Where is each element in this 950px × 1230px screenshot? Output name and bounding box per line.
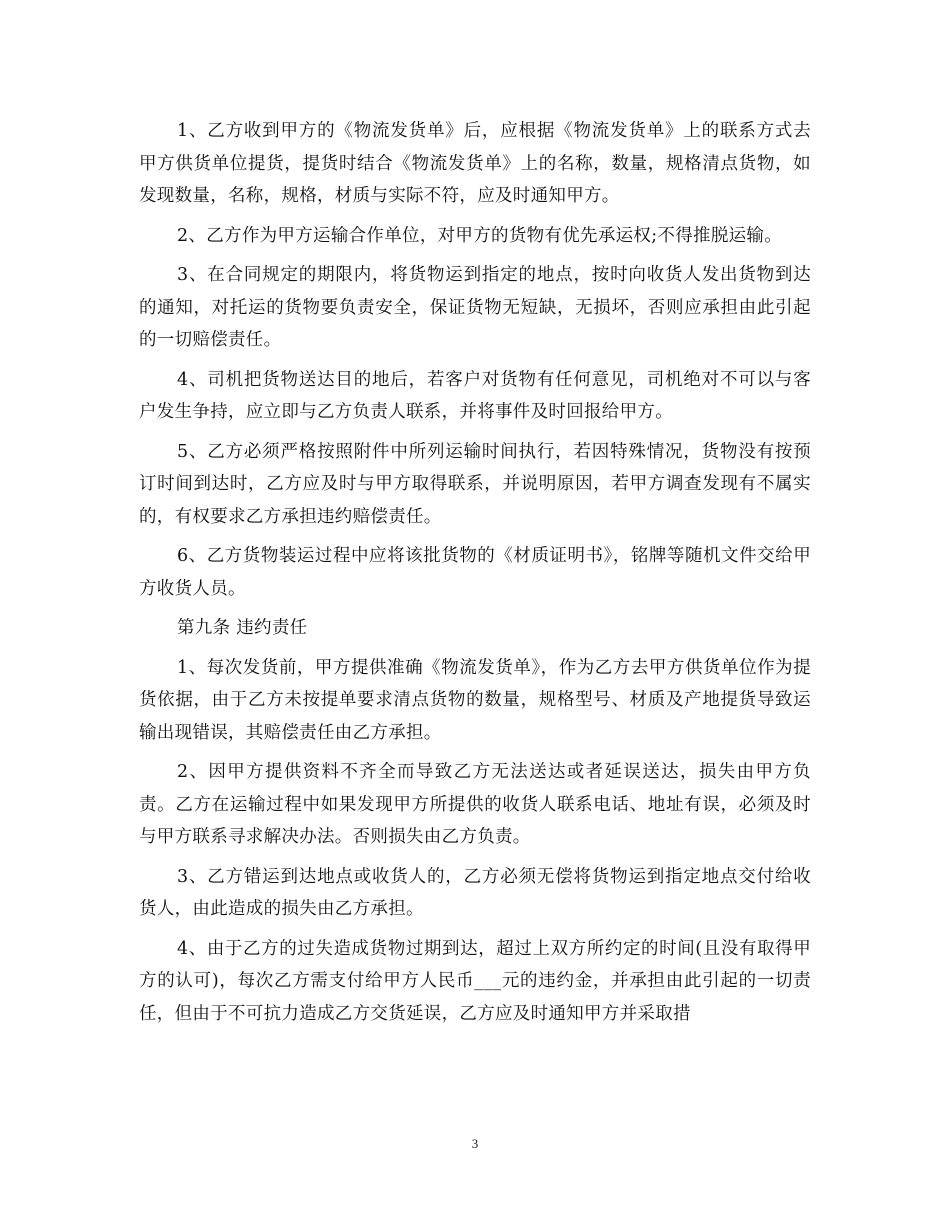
paragraph-liability-1: 1、每次发货前，甲方提供准确《物流发货单》，作为乙方去甲方供货单位作为提货依据，由于乙方未按提单要求清点货物的数量，规格型号、材质及产地提货导致运输出现错误，其赔偿责任由乙方承担。 — [139, 657, 811, 743]
paragraph-liability-2: 2、因甲方提供资料不齐全而导致乙方无法送达或者延误送达，损失由甲方负责。乙方在运输过程中如果发现甲方所提供的收货人联系电话、地址有误，必须及时与甲方联系寻求解决办法。否则损失由乙方负责。 — [139, 762, 811, 847]
paragraph-clause-5: 5、乙方必须严格按照附件中所列运输时间执行，若因特殊情况，货物没有按预订时间到达时，乙方应及时与甲方取得联系，并说明原因，若甲方调查发现有不属实的，有权要求乙方承担违约赔偿责任。 — [139, 441, 811, 527]
document-body — [139, 115, 811, 1037]
paragraph-liability-4: 4、由于乙方的过失造成货物过期到达，超过上双方所约定的时间(且没有取得甲方的认可)，每次乙方需支付给甲方人民币___元的违约金，并承担由此引起的一切责任，但由于不可抗力造成乙方交货延误，乙方应及时通知甲方并采取措 — [139, 938, 811, 1024]
paragraph-clause-4: 4、司机把货物送达目的地后，若客户对货物有任何意见，司机绝对不可以与客户发生争持，应立即与乙方负责人联系，并将事件及时回报给甲方。 — [139, 369, 811, 422]
paragraph-liability-3: 3、乙方错运到达地点或收货人的，乙方必须无偿将货物运到指定地点交付给收货人，由此造成的损失由乙方承担。 — [139, 866, 811, 919]
paragraph-clause-3: 3、在合同规定的期限内，将货物运到指定的地点，按时向收货人发出货物到达的通知，对托运的货物要负责安全，保证货物无短缺，无损坏，否则应承担由此引起的一切赔偿责任。 — [139, 265, 811, 350]
paragraph-clause-2: 2、乙方作为甲方运输合作单位，对甲方的货物有优先承运权;不得推脱运输。 — [177, 225, 783, 246]
paragraph-clause-6: 6、乙方货物装运过程中应将该批货物的《材质证明书》，铭牌等随机文件交给甲方收货人员。 — [139, 546, 811, 599]
section-heading-article-9: 第九条 违约责任 — [177, 618, 308, 638]
page-number: 3 — [471, 1136, 479, 1151]
paragraph-clause-1: 1、乙方收到甲方的《物流发货单》后，应根据《物流发货单》上的联系方式去甲方供货单位提货，提货时结合《物流发货单》上的名称，数量，规格清点货物，如发现数量，名称，规格，材质与实际不符，应及时通知甲方。 — [139, 121, 811, 206]
